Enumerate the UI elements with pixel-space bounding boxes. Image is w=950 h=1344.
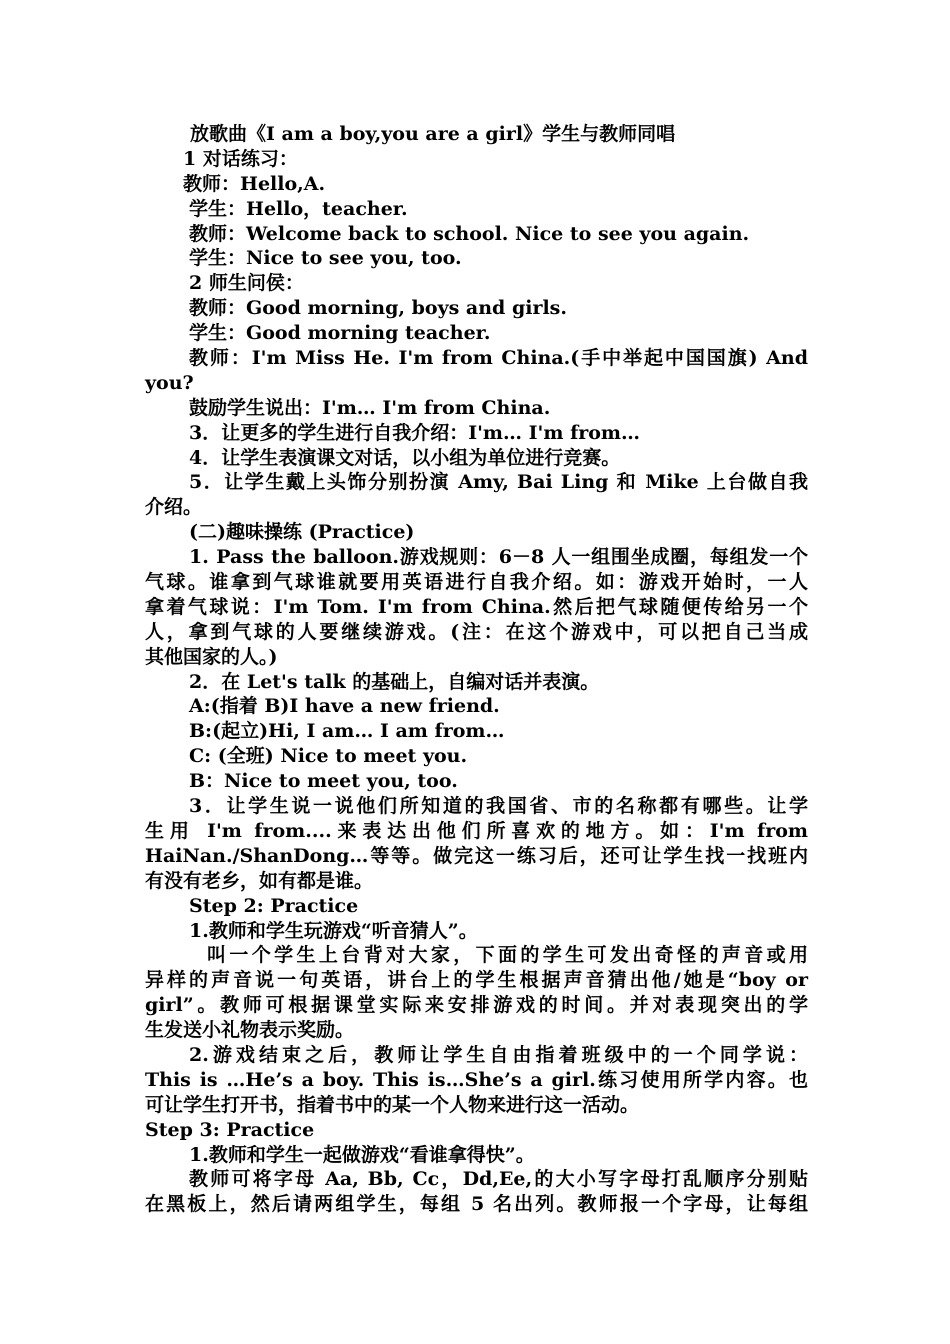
section-heading: Step 2: Practice: [189, 894, 359, 917]
document-body: [145, 122, 808, 1217]
text-line: 3．让更多的学生进行自我介绍：I'm… I'm from…: [189, 421, 641, 444]
text-line: 异样的声音说一句英语，讲台上的学生根据声音猜出他/她是“boy or: [145, 969, 808, 992]
text-line: girl”。教师可根据课堂实际来安排游戏的时间。并对表现突出的学: [145, 994, 808, 1017]
text-line: This is …He’s a boy. This is…She’s a girl.练习使用所学内容。也: [145, 1068, 808, 1091]
text-line: 1 对话练习：: [183, 147, 298, 170]
text-line: 气球。谁拿到气球谁就要用英语进行自我介绍。如：游戏开始时，一人: [145, 571, 808, 594]
text-line: 鼓励学生说出：I'm… I'm from China.: [189, 396, 551, 419]
section-heading: Step 3: Practice: [145, 1118, 315, 1141]
text-line: 拿着气球说：I'm Tom. I'm from China.然后把气球随便传给另一个: [145, 595, 808, 618]
text-line: 可让学生打开书，指着书中的某一个人物来进行这一活动。: [145, 1093, 640, 1116]
text-line: 在黑板上，然后请两组学生，每组 5 名出列。教师报一个字母，让每组: [145, 1193, 808, 1216]
text-line: 学生：Good morning teacher.: [189, 322, 491, 345]
text-line: 1.教师和学生玩游戏“听音猜人”。: [189, 919, 478, 942]
text-line: 教师可将字母 Aa, Bb, Cc，Dd,Ee,的大小写字母打乱顺序分别贴: [189, 1168, 808, 1191]
text-line: B:(起立)Hi, I am… I am from…: [189, 720, 505, 743]
text-line: 2.游戏结束之后，教师让学生自由指着班级中的一个同学说：: [189, 1043, 808, 1066]
section-heading: (二)趣味操练 (Practice): [189, 521, 415, 544]
text-line: 学生：Hello，teacher.: [189, 197, 408, 220]
text-line: 4．让学生表演课文对话，以小组为单位进行竞赛。: [189, 446, 621, 469]
text-line: C: (全班) Nice to meet you.: [189, 745, 468, 768]
text-line: 教师：Good morning, boys and girls.: [189, 297, 567, 320]
text-line: 1.教师和学生一起做游戏“看谁拿得快”。: [189, 1143, 535, 1166]
text-line: 生用 I'm from....来表达出他们所喜欢的地方。如：I'm from: [145, 819, 808, 842]
text-line: 叫一个学生上台背对大家，下面的学生可发出奇怪的声音或用: [207, 944, 808, 967]
text-line: B：Nice to meet you, too.: [189, 770, 458, 793]
text-line: 1. Pass the balloon.游戏规则：6－8 人一组围坐成圈，每组发一个: [189, 546, 808, 569]
text-line: 2．在 Let's talk 的基础上，自编对话并表演。: [189, 670, 600, 693]
text-line: 放歌曲《I am a boy,you are a girl》学生与教师同唱: [190, 123, 676, 145]
text-line: 介绍。: [145, 496, 203, 519]
text-line: 5．让学生戴上头饰分别扮演 Amy, Bai Ling 和 Mike 上台做自我: [189, 471, 808, 494]
text-line: 3．让学生说一说他们所知道的我国省、市的名称都有哪些。让学: [189, 795, 808, 818]
text-line: 有没有老乡，如有都是谁。: [145, 869, 374, 892]
text-line: 其他国家的人。): [145, 645, 278, 668]
text-line: 2 师生问侯：: [189, 272, 304, 295]
text-line: you?: [145, 371, 194, 394]
text-line: 生发送小礼物表示奖励。: [145, 1019, 355, 1042]
text-line: 教师：I'm Miss He. I'm from China.(手中举起中国国旗) And: [189, 347, 808, 370]
text-line: A:(指着 B)I have a new friend.: [189, 695, 500, 718]
text-line: 教师：Hello,A.: [183, 172, 326, 195]
text-line: 学生：Nice to see you, too.: [189, 247, 462, 270]
text-line: HaiNan./ShanDong…等等。做完这一练习后，还可让学生找一找班内: [145, 844, 808, 867]
text-line: 人，拿到气球的人要继续游戏。(注：在这个游戏中，可以把自己当成: [145, 620, 808, 643]
text-line: 教师：Welcome back to school. Nice to see you again.: [189, 222, 750, 245]
